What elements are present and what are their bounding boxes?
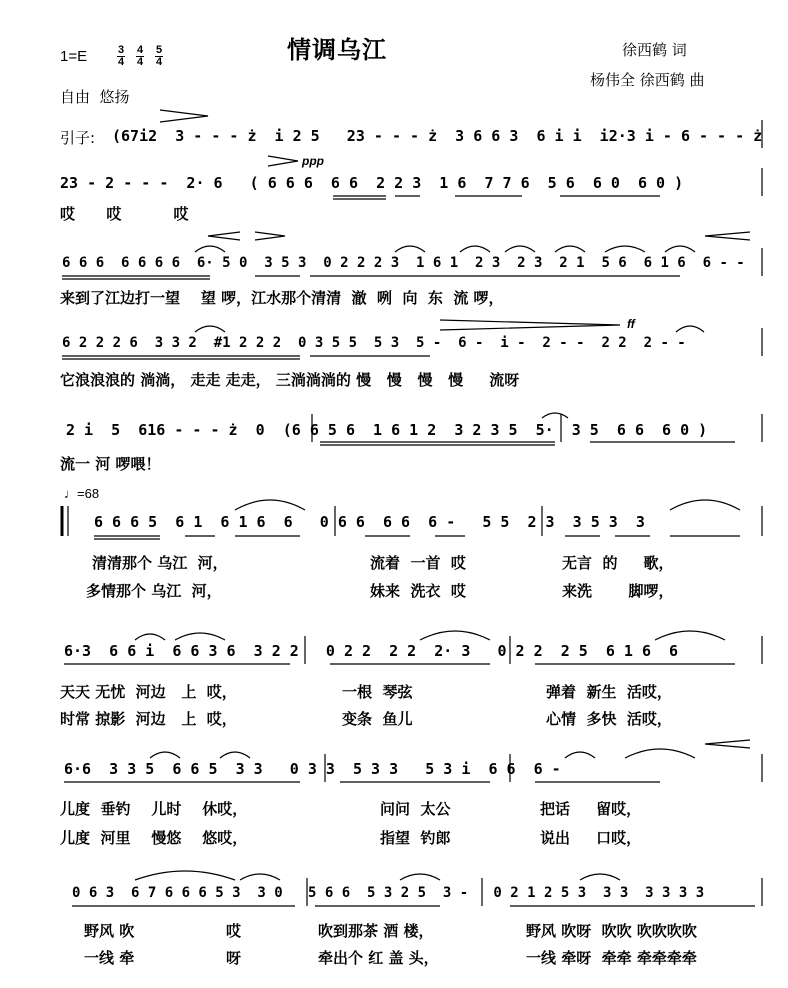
- verse8-a: 一线 牵: [84, 949, 135, 967]
- slur: [135, 871, 235, 880]
- verse1-b: 流着 一首 哎: [370, 554, 466, 572]
- verse3-b: 一根 琴弦: [342, 683, 413, 701]
- verse8-b: 呀: [226, 949, 242, 967]
- key-signature: 1=E: [60, 48, 88, 65]
- tempo-mark: ♩=68: [64, 486, 100, 501]
- slur: [235, 500, 305, 510]
- slur: [565, 752, 595, 758]
- verse2-a: 多情那个 乌江 河，: [86, 582, 222, 600]
- verse4-c: 心情 多快 活哎，: [546, 710, 672, 728]
- staff-line-7: 6·3 6 6 i 6 6 3 6 3 2 2 0 2 2 2 2 2· 3 0 2 2 2 5 6 1 6 6: [64, 642, 679, 660]
- verse5-a: 儿度 垂钓 儿时 休哎，: [60, 800, 248, 818]
- staff-line-2: 23 - 2 - - - 2· 6 ( 6 6 6 6 6 2 2 3 1 6 7 7 6 5 6 6 0 6 0 ): [60, 174, 684, 192]
- slur: [580, 874, 620, 880]
- verse2-c: 来洗 脚啰，: [562, 582, 674, 600]
- slur: [395, 246, 425, 252]
- verse6-a: 儿度 河里 慢悠 悠哎，: [60, 829, 248, 847]
- slur: [605, 246, 645, 252]
- time-signature-5-4: $\frac{5}{4}$: [156, 44, 163, 68]
- verse3-a: 天天 无忧 河边 上 哎，: [60, 683, 237, 701]
- verse7-b: 哎: [226, 922, 242, 940]
- verse7-d: 野风 吹呀 吹吹 吹吹吹吹: [526, 922, 697, 940]
- staff-line-4: 6 2 2 2 6 3 3 2 #1 2 2 2 0 3 5 5 5 3 5 - 6 - i - 2 - - 2 2 2 - -: [62, 335, 686, 351]
- verse3-c: 弹着 新生 活哎，: [546, 683, 672, 701]
- slur: [195, 246, 225, 252]
- crescendo: [705, 740, 750, 748]
- staff-line-3: 6 6 6 6 6 6 6 6· 5 0 3 5 3 0 2 2 2 3 1 6 1 2 3 2 3 2 1 5 6 6 1 6 6 - -: [62, 255, 745, 271]
- slur: [150, 752, 180, 758]
- slur: [555, 246, 585, 252]
- verse5-b: 问问 太公: [380, 800, 451, 818]
- staff-line-5: 2 i 5 616 - - - ż 0 (6 6 5 6 1 6 1 2 3 2 3 5 5· 3 5 6 6 6 0 ): [66, 421, 708, 439]
- lyric-line-2: 来到了江边打一望 望 啰，江水那个清清 澈 咧 向 东 流 啰，: [60, 289, 504, 307]
- verse4-b: 变条 鱼儿: [342, 710, 413, 728]
- decrescendo: [160, 110, 208, 122]
- slur: [195, 326, 225, 332]
- decrescendo: [268, 156, 298, 166]
- verse6-c: 说出 口哎，: [540, 829, 642, 847]
- verse8-d: 一线 牵呀 牵牵 牵牵牵牵: [526, 949, 697, 967]
- decrescendo: [440, 320, 620, 330]
- crescendo: [705, 232, 750, 240]
- slur: [670, 500, 740, 510]
- verse5-c: 把话 留哎，: [540, 800, 642, 818]
- page-title: 情调乌江: [287, 36, 387, 64]
- staff-line-9: 0 6 3 6 7 6 6 6 5 3 3 0 5 6 6 5 3 2 5 3 - 0 2 1 2 5 3 3 3 3 3 3 3: [72, 885, 705, 901]
- staff-line-6: 6 6 6 5 6 1 6 1 6 6 0 6 6 6 6 6 - 5 5 2 3 3 5 3 3: [94, 513, 645, 531]
- verse1-a: 清清那个 乌江 河，: [92, 554, 228, 572]
- decrescendo: [255, 232, 285, 240]
- slur: [676, 326, 704, 332]
- intro-label: 引子:: [60, 129, 96, 147]
- slur: [420, 631, 490, 640]
- time-signature-4-4: $\frac{4}{4}$: [137, 44, 144, 68]
- tempo-text: 自由 悠扬: [60, 88, 130, 106]
- slur: [460, 246, 490, 252]
- verse7-a: 野风 吹: [84, 922, 135, 940]
- slur: [175, 633, 225, 640]
- slur: [665, 246, 695, 252]
- verse7-c: 吹到那茶 酒 楼，: [318, 922, 434, 940]
- verse1-c: 无言 的 歌，: [562, 554, 674, 572]
- dynamic-ff: ff: [627, 317, 635, 331]
- verse4-a: 时常 掠影 河边 上 哎，: [60, 710, 237, 728]
- dynamic-ppp: ppp: [302, 154, 324, 168]
- slur: [400, 874, 440, 880]
- lyricist: 徐西鹤 词: [622, 41, 687, 59]
- slur: [135, 634, 165, 640]
- slur: [240, 874, 280, 880]
- staff-line-8: 6·6 3 3 5 6 6 5 3 3 0 3 3 5 3 3 5 3 i 6 6 6 -: [64, 760, 561, 778]
- slur: [625, 749, 695, 758]
- slur: [505, 246, 535, 252]
- slur: [655, 631, 725, 640]
- lyric-line-3: 它浪浪浪的 淌淌， 走走 走走， 三淌淌淌的 慢 慢 慢 慢 流呀: [60, 371, 520, 389]
- verse8-c: 牵出个 红 盖 头，: [318, 949, 439, 967]
- slur: [220, 752, 250, 758]
- verse2-b: 妹来 洗衣 哎: [370, 582, 466, 600]
- crescendo: [208, 232, 240, 240]
- composer: 杨伟全 徐西鹤 曲: [590, 71, 705, 89]
- slur: [542, 413, 568, 418]
- staff-line-1: (67i2 3 - - - ż i 2 5 23 - - - ż 3 6 6 3 6 i i i2·3 i - 6 - - - ż: [112, 127, 763, 145]
- lyric-line-1: 哎 哎 哎: [60, 205, 189, 223]
- lyric-line-4: 流一 河 啰喂！: [60, 455, 161, 473]
- verse6-b: 指望 钓郎: [380, 829, 451, 847]
- time-signature-3-4: $\frac{3}{4}$: [118, 44, 125, 68]
